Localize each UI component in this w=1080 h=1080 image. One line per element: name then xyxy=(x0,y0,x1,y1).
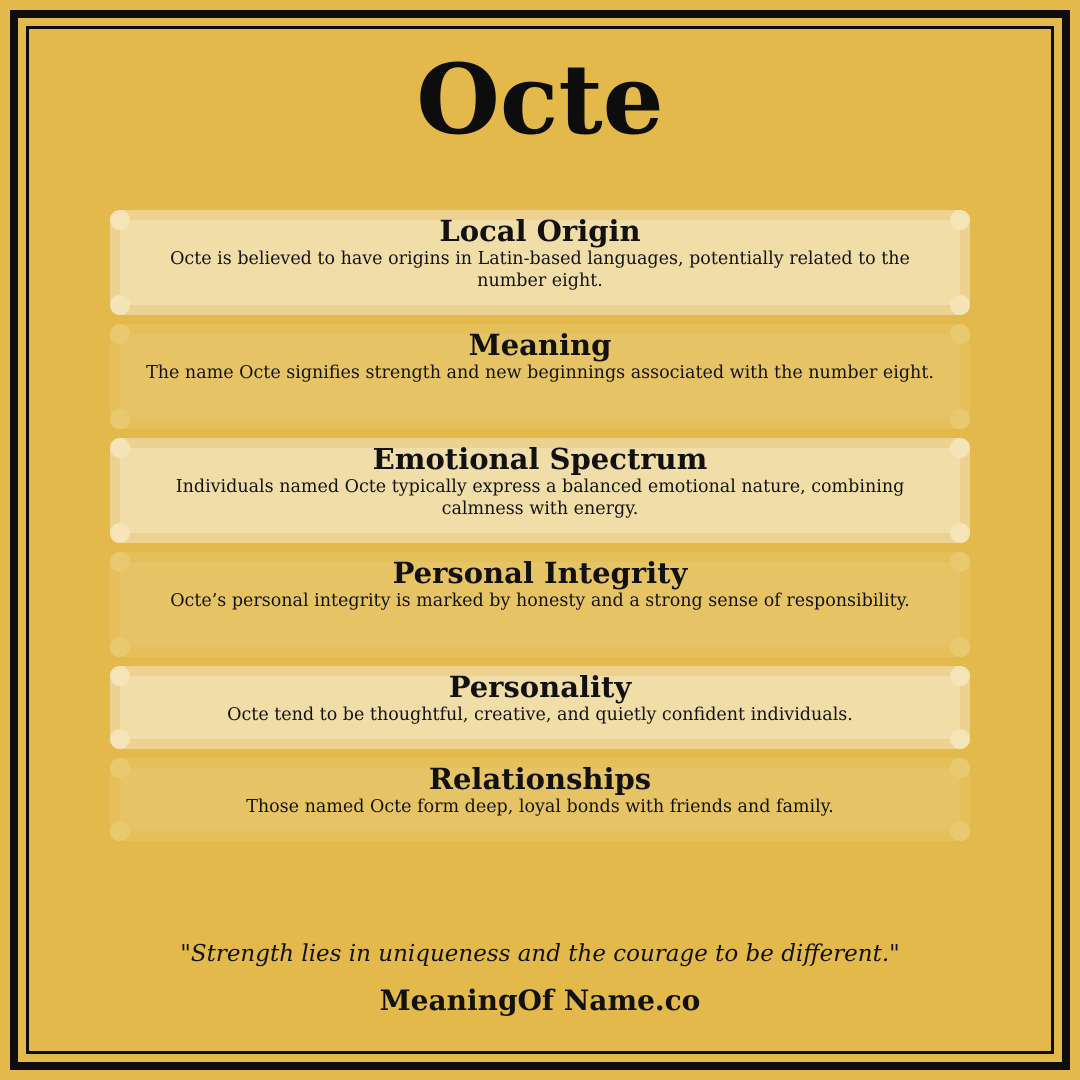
card-heading: Relationships xyxy=(428,762,652,796)
card-heading: Personal Integrity xyxy=(392,556,688,590)
card-text: The name Octe signifies strength and new beginnings associated with the number eight. xyxy=(146,363,934,383)
card-relationships xyxy=(110,758,970,841)
quote xyxy=(0,938,1080,970)
card-heading: Local Origin xyxy=(439,214,641,248)
card-heading: Emotional Spectrum xyxy=(372,442,708,476)
card-text: Octe tend to be thoughtful, creative, and quietly confident individuals. xyxy=(227,705,853,725)
card-text: Those named Octe form deep, loyal bonds with friends and family. xyxy=(246,797,834,817)
card-meaning xyxy=(110,324,970,429)
quote-open-mark: " xyxy=(180,941,191,967)
card-text: Octe’s personal integrity is marked by honesty and a strong sense of responsibility. xyxy=(170,591,910,611)
page-title: Octe xyxy=(416,43,664,156)
card-personality xyxy=(110,666,970,749)
card-emotional-spectrum xyxy=(110,438,970,543)
card-text: Octe is believed to have origins in Latin-based languages, potentially related to the number eight. xyxy=(170,249,910,291)
card-heading: Personality xyxy=(448,670,632,704)
card-heading: Meaning xyxy=(468,328,612,362)
card-local-origin xyxy=(110,210,970,315)
quote-close-mark: " xyxy=(889,941,900,967)
card-text: Individuals named Octe typically express a balanced emotional nature, combining calmness with energy. xyxy=(175,477,905,519)
site-name: MeaningOf Name.co xyxy=(379,984,701,1017)
quote-text: Strength lies in uniqueness and the courage to be different. xyxy=(190,941,890,967)
card-personal-integrity xyxy=(110,552,970,657)
